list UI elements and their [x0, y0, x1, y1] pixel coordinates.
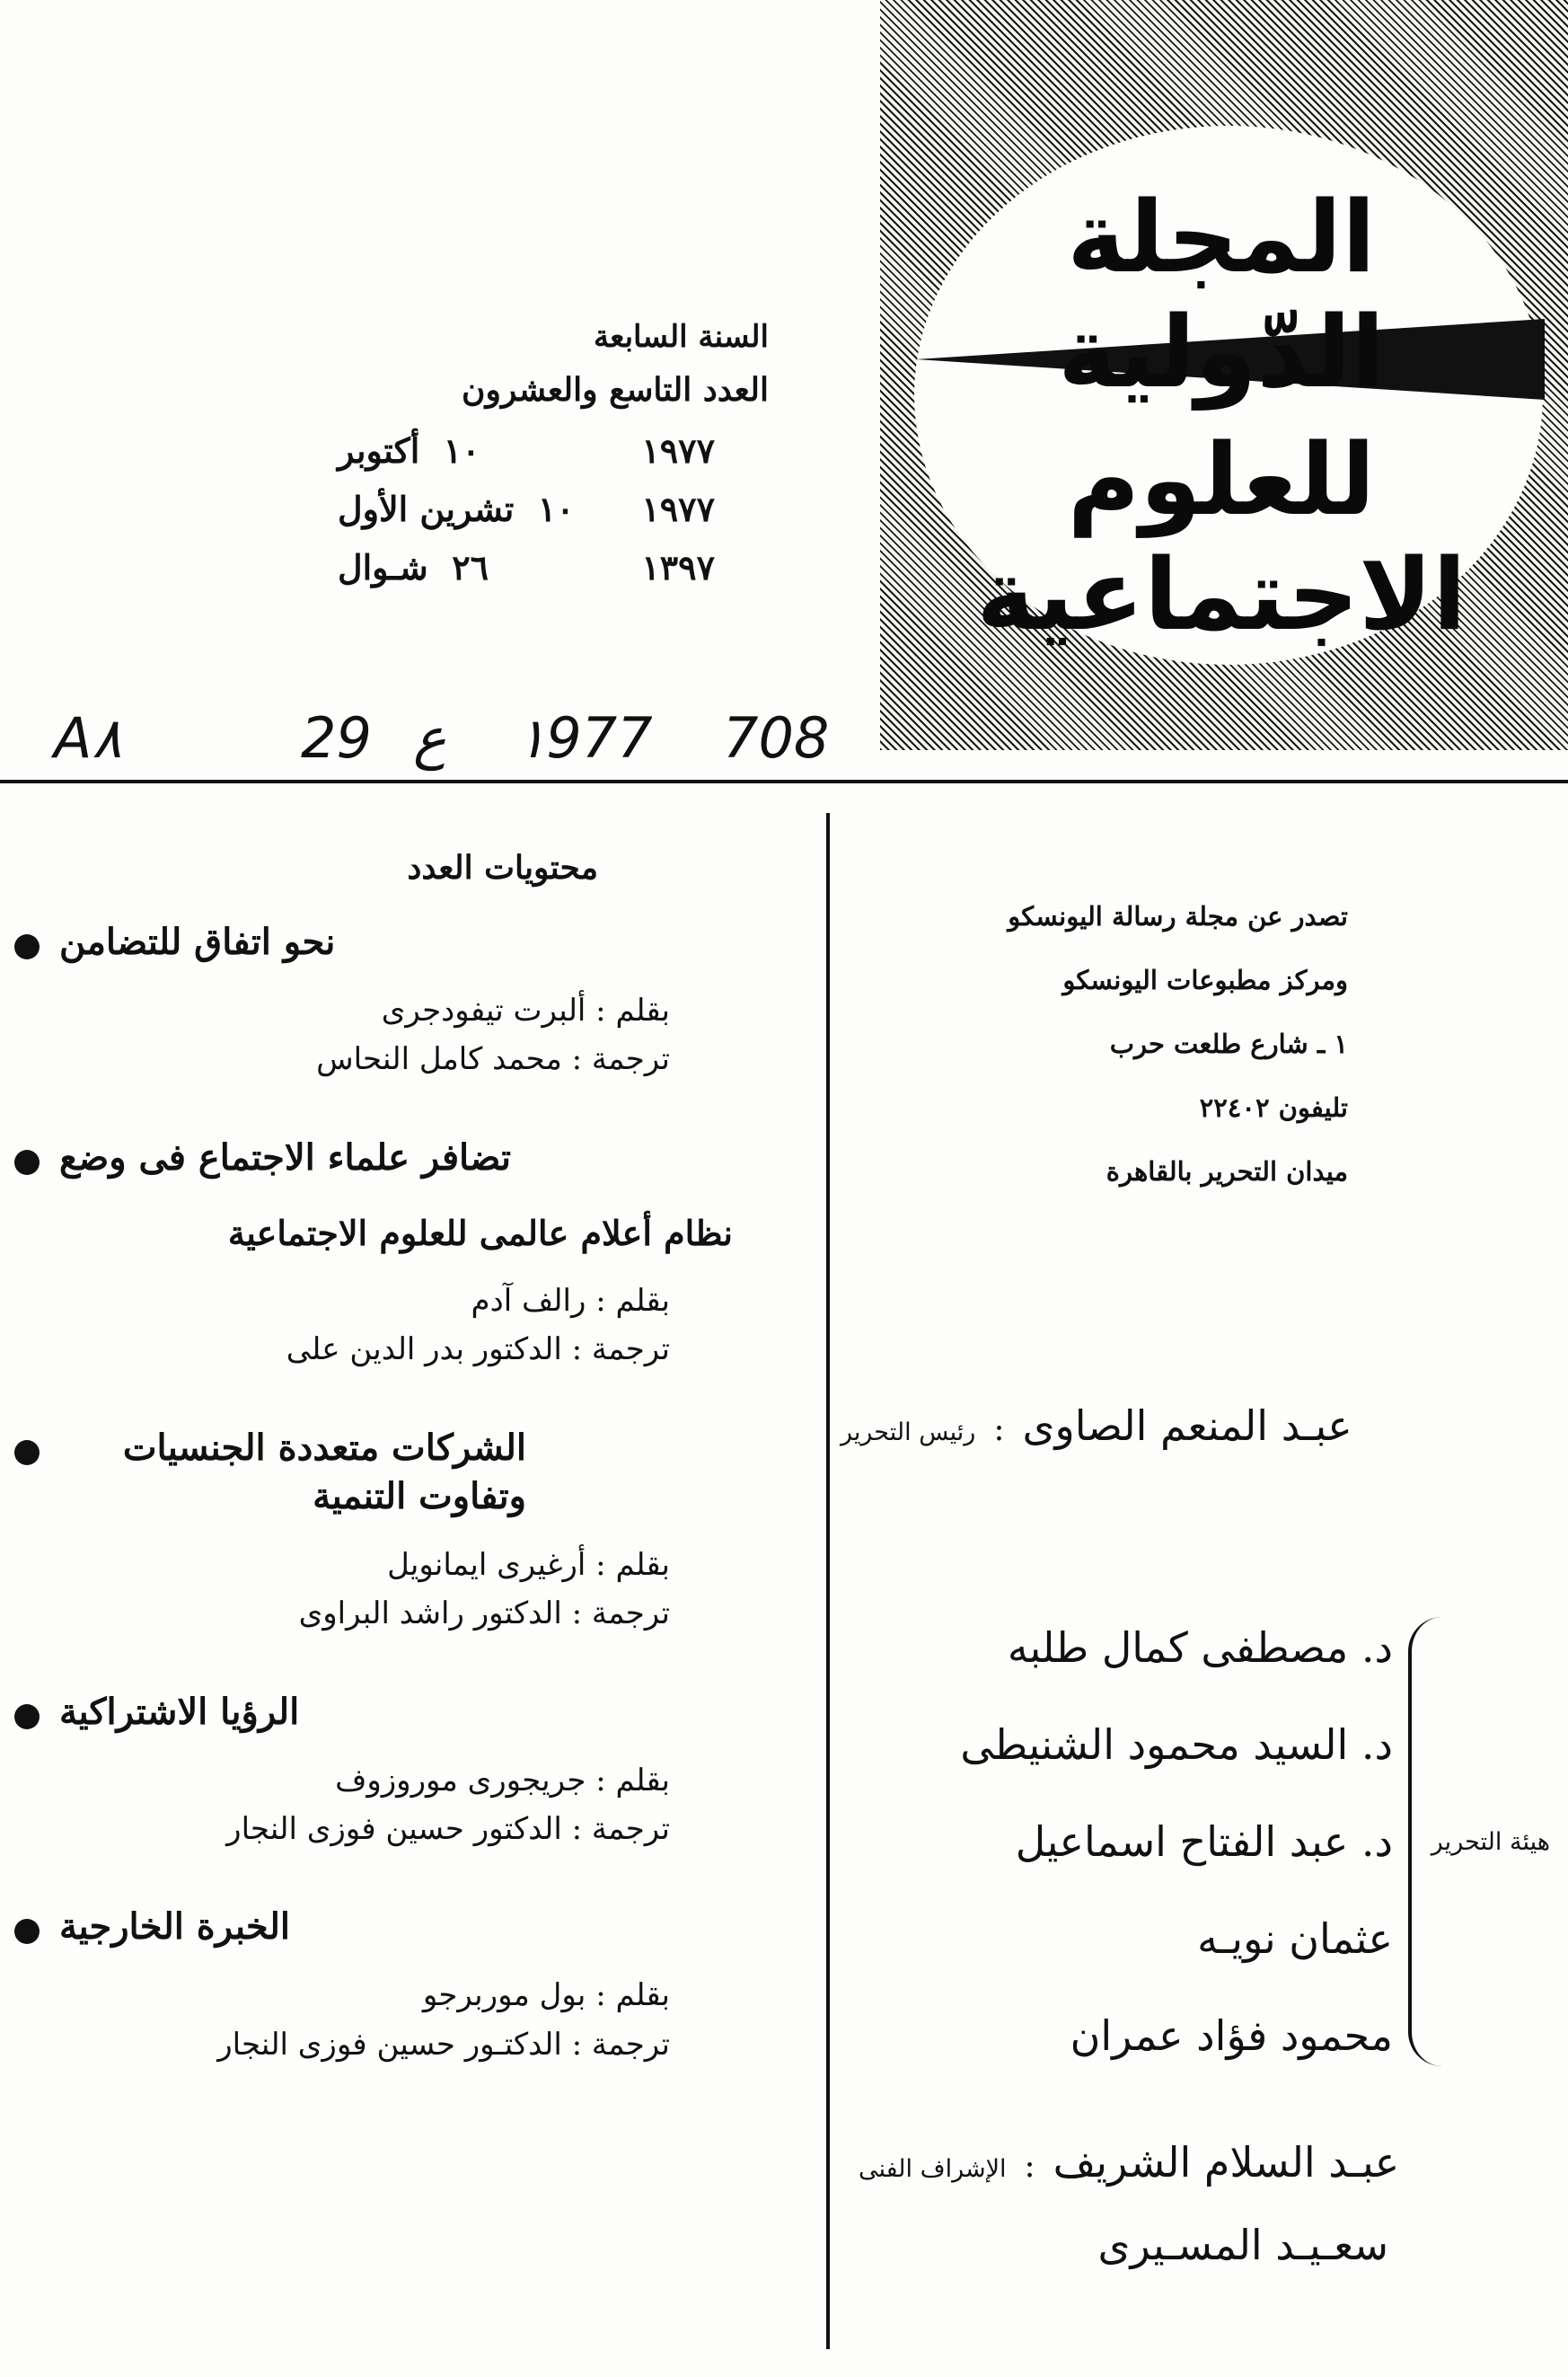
catalog-year: ١977 [516, 705, 653, 771]
bullet-icon [14, 934, 40, 959]
article-entry [14, 918, 733, 1084]
tech-role: الإشراف الفنى [859, 2155, 1007, 2183]
article-author: بقلم : جريجورى موروزوف [335, 1762, 670, 1798]
issue-number: العدد التاسع والعشرون [462, 371, 769, 409]
article-entry [14, 1688, 733, 1854]
article-translator: ترجمة : الدكتـور حسين فوزى النجار [217, 2026, 670, 2063]
article-credits [14, 1971, 670, 2069]
masthead-logo [880, 0, 1568, 750]
article-credits [14, 1277, 670, 1374]
bullet-icon [14, 1919, 40, 1944]
publisher-city: ميدان التحرير بالقاهرة [1106, 1156, 1348, 1188]
bullet-icon [14, 1704, 40, 1729]
article-title-text: الشركات متعددة الجنسيات وتفاوت التنمية [122, 1426, 526, 1517]
issue-info [266, 319, 769, 605]
article-title [14, 1134, 733, 1182]
publisher-line: تصدر عن مجلة رسالة اليونسكو [1008, 901, 1348, 932]
date-day: ١٠ [443, 430, 480, 471]
article-title [14, 918, 733, 967]
tech-row [859, 2138, 1568, 2187]
publisher-address: ١ ـ شارع طلعت حرب [1109, 1029, 1348, 1060]
board-member: محمود فؤاد عمران [1070, 2011, 1393, 2060]
catalog-letter: ع [413, 705, 446, 771]
journal-title-line2: للعلوم الاجتماعية [976, 422, 1467, 652]
bullet-icon [14, 1440, 40, 1465]
tech-name: سعـيـد المسـيرى [1097, 2221, 1388, 2269]
date-row [338, 489, 715, 529]
article-title-text: الخبرة الخارجية [59, 1905, 291, 1948]
board-role: هيئة التحرير [1431, 1828, 1550, 1856]
editor-in-chief [841, 1401, 1568, 1450]
date-year: ١٩٧٧ [641, 489, 715, 529]
brace-bracket [1408, 1617, 1442, 2066]
article-title-text: الرؤيا الاشتراكية [59, 1690, 300, 1733]
date-month: أكتوبر [338, 430, 420, 471]
article-title-text: نحو اتفاق للتضامن [59, 921, 336, 963]
catalog-number: 708 [723, 705, 830, 771]
publisher-line: ومركز مطبوعات اليونسكو [1062, 965, 1348, 996]
article-author: بقلم : رالف آدم [471, 1282, 670, 1319]
date-year: ١٣٩٧ [641, 547, 715, 588]
article-author: بقلم : أرغيرى ايمانويل [387, 1546, 670, 1583]
article-entry [14, 1903, 733, 2069]
article-title [14, 1424, 733, 1521]
date-row [338, 547, 715, 588]
article-translator: ترجمة : محمد كامل النحاس [316, 1041, 670, 1078]
date-row [338, 430, 715, 471]
article-credits [14, 986, 670, 1084]
editorial-board [859, 1599, 1568, 2102]
publisher-phone: تليفون ٢٢٤٠٢ [1199, 1092, 1348, 1124]
board-member: د. مصطفى كمال طلبه [1007, 1623, 1393, 1672]
issue-year: السنة السابعة [593, 319, 769, 355]
catalog-issue: 29 [301, 705, 372, 771]
board-member: د. عبد الفتاح اسماعيل [1015, 1817, 1393, 1866]
catalog-code: A۸ [54, 705, 122, 771]
date-month: تشرين الأول [338, 489, 515, 529]
editor-role: رئيس التحرير [841, 1418, 976, 1446]
article-title [14, 1688, 733, 1736]
colon: : [993, 1411, 1005, 1448]
bullet-icon [14, 1150, 40, 1175]
board-names [854, 1599, 1393, 2084]
article-translator: ترجمة : الدكتور بدر الدين على [286, 1331, 670, 1368]
publisher-info [935, 885, 1348, 1204]
article-title [14, 1903, 733, 1951]
board-member: د. السيد محمود الشنيطى [960, 1720, 1393, 1769]
vertical-divider [826, 813, 830, 2349]
date-month: شـوال [338, 547, 428, 588]
editor-name: عبـد المنعم الصاوى [1022, 1401, 1352, 1450]
article-author: بقلم : بول موربرجو [422, 1977, 670, 2014]
article-credits [14, 1541, 670, 1639]
date-day: ١٠ [537, 489, 575, 529]
board-member: عثمان نويـه [1197, 1914, 1393, 1963]
technical-supervision [859, 2138, 1568, 2269]
article-entry [14, 1134, 733, 1374]
article-translator: ترجمة : الدكتور حسين فوزى النجار [226, 1810, 670, 1847]
article-credits [14, 1756, 670, 1854]
tech-name: عبـد السلام الشريف [1053, 2138, 1400, 2187]
horizontal-divider [0, 780, 1568, 783]
handwritten-catalog-note [54, 705, 862, 786]
colon: : [1024, 2148, 1035, 2185]
article-title-continued: نظام أعلام عالمى للعلوم الاجتماعية [227, 1212, 733, 1253]
table-of-contents [14, 849, 733, 2118]
journal-title-line1: المجلة الدّولية [1058, 180, 1385, 410]
contents-heading: محتويات العدد [407, 849, 598, 887]
article-entry [14, 1424, 733, 1639]
date-year: ١٩٧٧ [641, 430, 715, 471]
article-translator: ترجمة : الدكتور راشد البراوى [298, 1595, 670, 1632]
article-author: بقلم : ألبرت تيفودجرى [381, 993, 670, 1029]
date-day: ٢٦ [452, 547, 489, 588]
article-title-text: تضافر علماء الاجتماع فى وضع [59, 1135, 512, 1179]
